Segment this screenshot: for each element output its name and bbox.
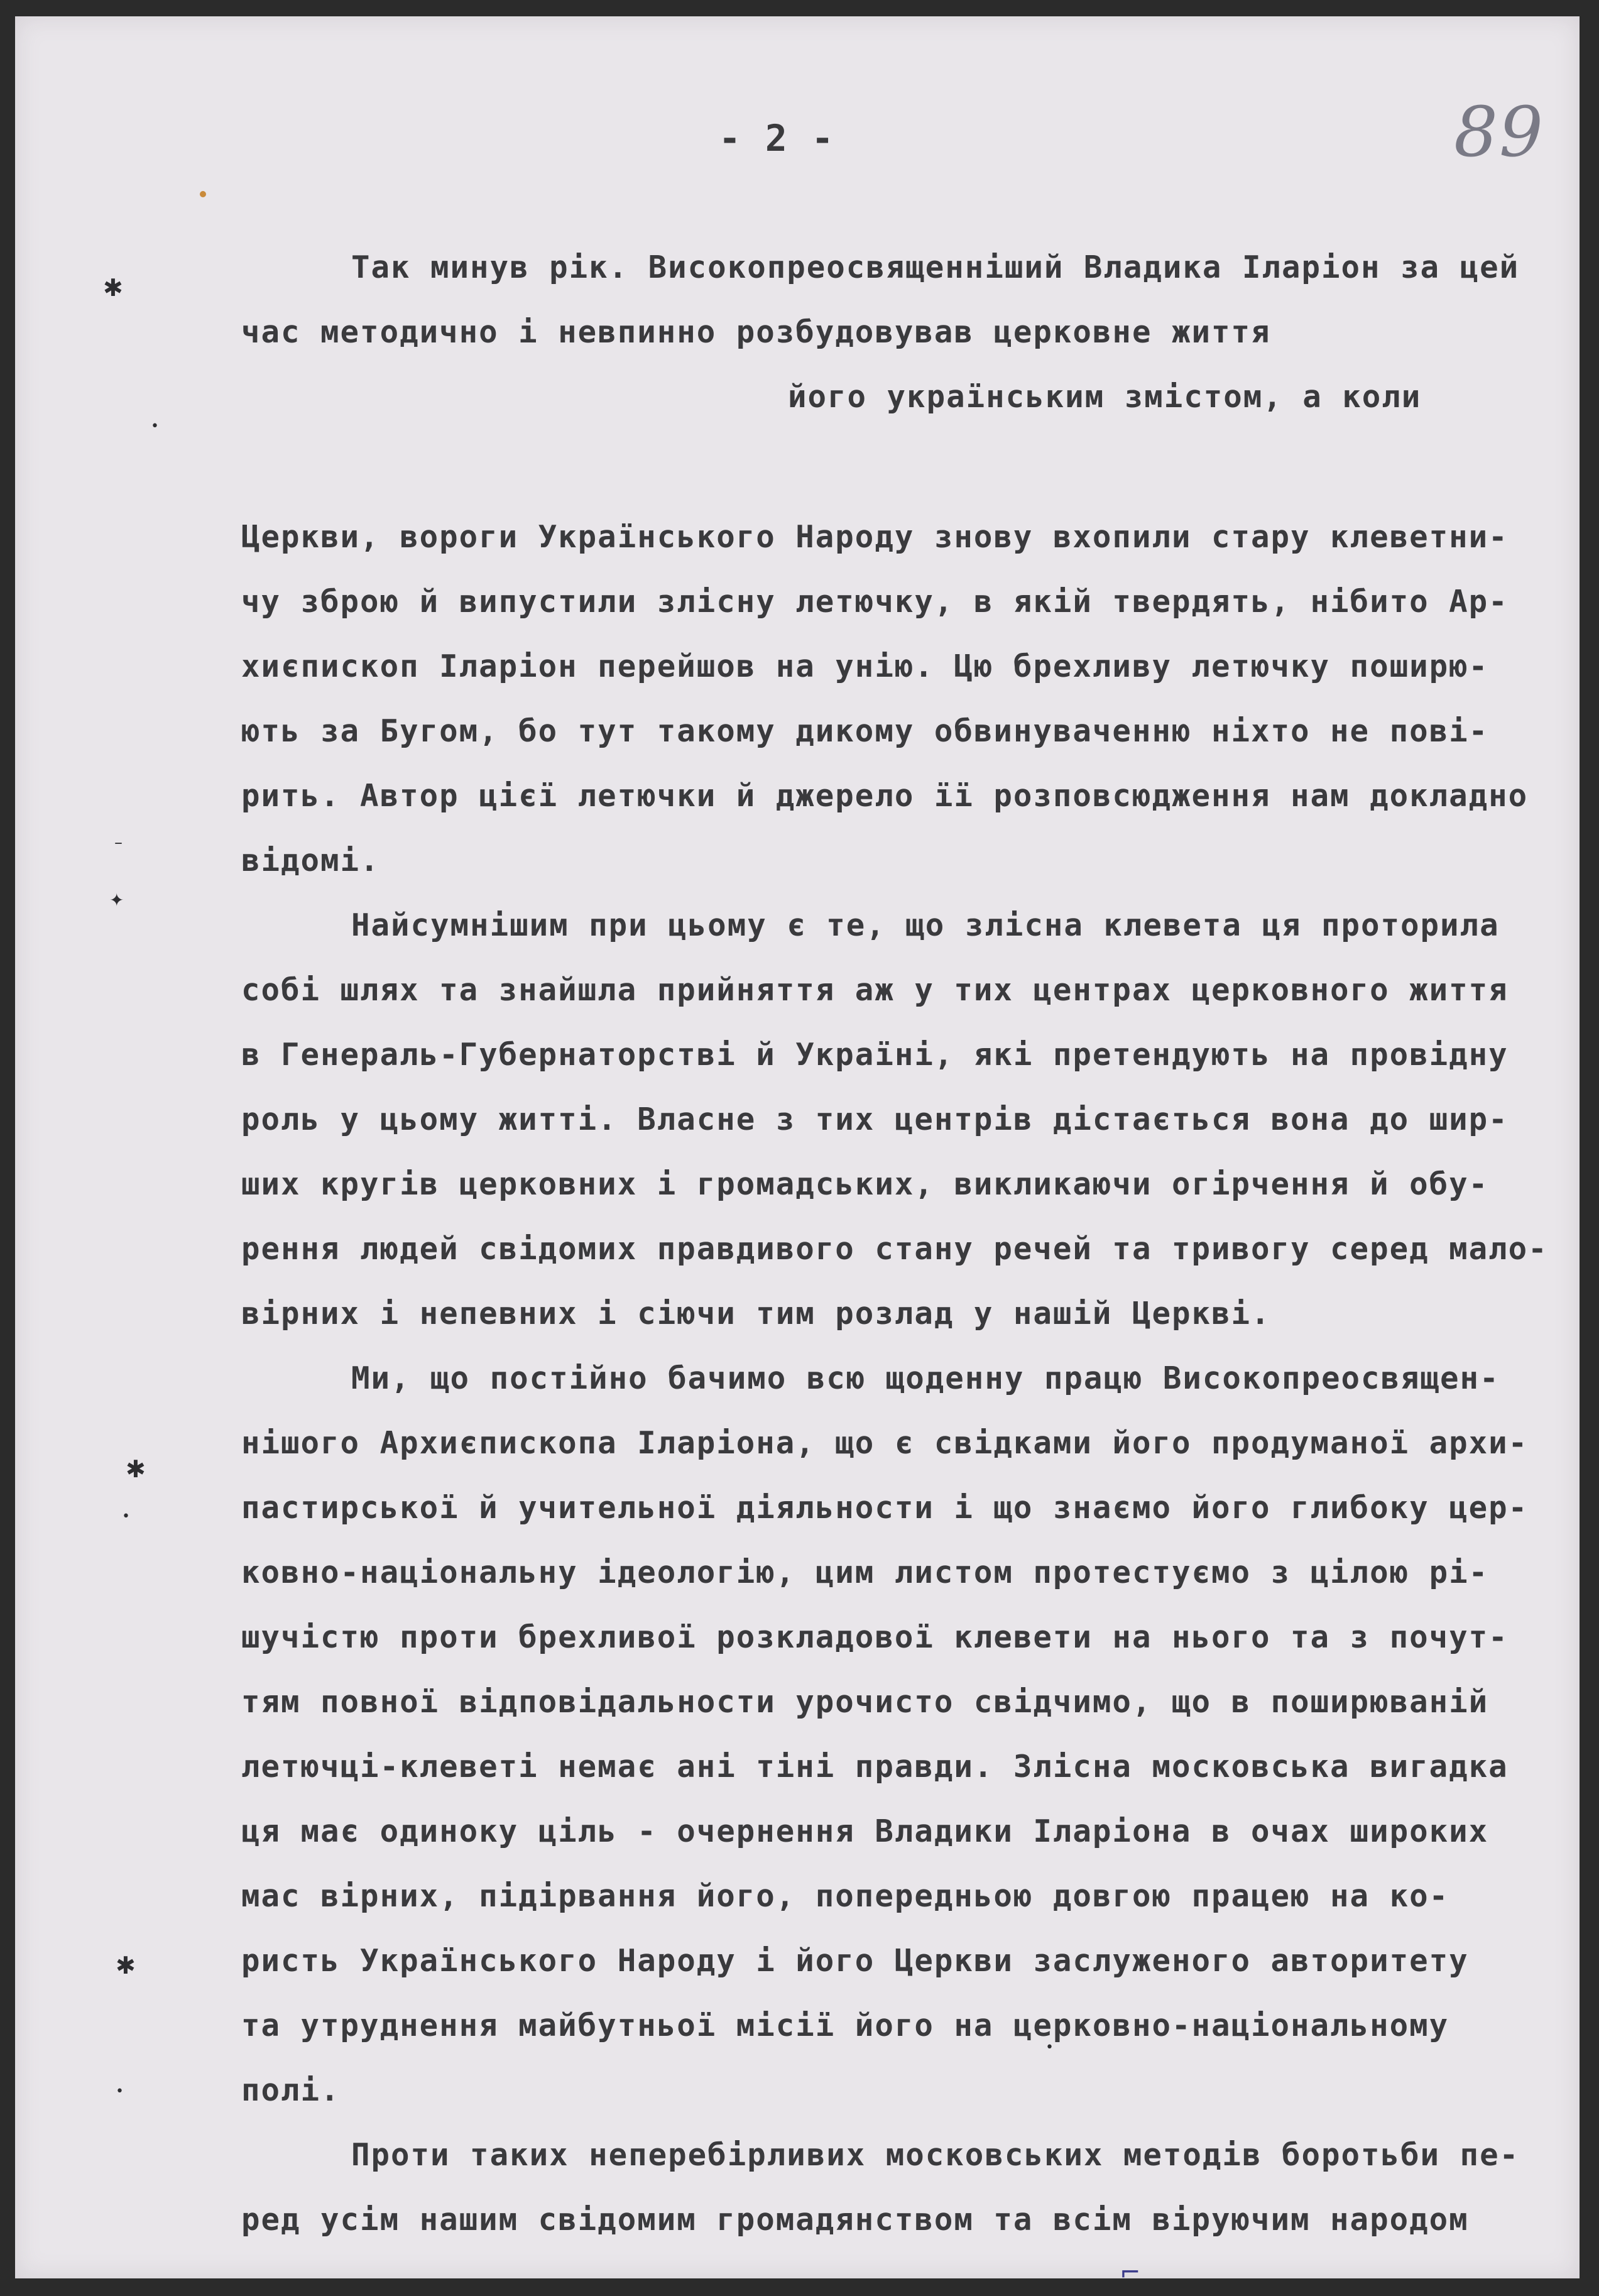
text-line: ковно-національну ідеологію, цим листом протестуємо з цілою рі- xyxy=(241,1554,1489,1590)
text-line: рення людей свідомих правдивого стану речей та тривогу серед мало- xyxy=(241,1230,1548,1267)
text-line: вірних і непевних і сіючи тим розлад у нашій Церкві. xyxy=(241,1295,1271,1331)
margin-mark: • xyxy=(116,2084,124,2099)
pencil-mark: ⌐ xyxy=(1120,2258,1141,2278)
paper-speck xyxy=(200,191,206,197)
text-line: Так минув рік. Високопреосвященніший Владика Іларіон за цей xyxy=(351,249,1520,285)
text-line: Найсумнішим при цьому є те, що злісна клевета ця проторила xyxy=(351,907,1500,943)
text-line: хиєпископ Іларіон перейшов на унію. Цю брехливу летючку поширю- xyxy=(241,648,1489,684)
text-line: шучістю проти брехливої розкладової клевети на нього та з почут- xyxy=(241,1619,1509,1655)
text-line: мас вірних, підірвання його, попередньою довгою працею на ко- xyxy=(241,1878,1449,1914)
text-line: роль у цьому житті. Власне з тих центрів дістається вона до шир- xyxy=(241,1101,1509,1137)
text-line: собі шлях та знайшла прийняття аж у тих центрах церковного життя xyxy=(241,971,1509,1008)
margin-mark: • xyxy=(151,418,159,434)
text-line: відомі. xyxy=(241,842,380,878)
text-line: чу зброю й випустили злісну летючку, в якій твердять, нібито Ар- xyxy=(241,583,1509,620)
text-line: Ми, що постійно бачимо всю щоденну працю Високопреосвящен- xyxy=(351,1360,1500,1396)
text-line: ред усім нашим свідомим громадянством та всім віруючим народом xyxy=(241,2201,1469,2238)
text-line: тям повної відповідальности урочисто свідчимо, що в поширюваній xyxy=(241,1683,1489,1720)
text-line: ших кругів церковних і громадських, викликаючи огірчення й обу- xyxy=(241,1166,1489,1202)
document-page xyxy=(15,16,1580,2278)
text-line: Проти таких неперебірливих московських методів боротьби пе- xyxy=(351,2136,1520,2173)
text-line: ристь Українського Народу і його Церкви заслуженого авторитету xyxy=(241,1942,1469,1979)
text-line: пастирської й учительної діяльности і що знаємо його глибоку цер- xyxy=(241,1489,1529,1526)
text-line: Церкви, вороги Українського Народу знову вхопили стару клеветни- xyxy=(241,518,1509,555)
text-line: летючці-клеветі немає ані тіні правди. Злісна московська вигадка xyxy=(241,1748,1509,1785)
text-line: ця має одиноку ціль - очернення Владики Іларіона в очах широких xyxy=(241,1813,1489,1849)
margin-mark: • xyxy=(122,1509,130,1524)
text-line: та утруднення майбутньої місії його на церковно-національному xyxy=(241,2007,1449,2043)
text-line: рить. Автор цієї летючки й джерело її розповсюдження нам докладно xyxy=(241,777,1529,814)
text-line: ють за Бугом, бо тут такому дикому обвинуваченню ніхто не пові- xyxy=(241,713,1489,749)
text-line: полі. xyxy=(241,2072,341,2108)
page-number: - 2 - xyxy=(719,117,835,160)
text-line: час методично і невпинно розбудовував церковне життя xyxy=(241,314,1271,350)
text-line: його українським змістом, а коли xyxy=(788,378,1422,415)
archive-folio-number: 89 xyxy=(1454,92,1544,172)
text-line: в Генераль-Губернаторстві й Україні, які претендують на провідну xyxy=(241,1036,1509,1073)
margin-mark: ✱ xyxy=(126,1455,146,1483)
margin-mark: • xyxy=(1045,2040,1054,2055)
margin-mark: ✦ xyxy=(109,890,124,910)
text-line: нішого Архиєпископа Іларіона, що є свідками його продуманої архи- xyxy=(241,1424,1529,1461)
margin-mark: ✱ xyxy=(103,274,123,302)
margin-mark: ✱ xyxy=(116,1952,136,1979)
margin-mark: – xyxy=(114,833,123,852)
